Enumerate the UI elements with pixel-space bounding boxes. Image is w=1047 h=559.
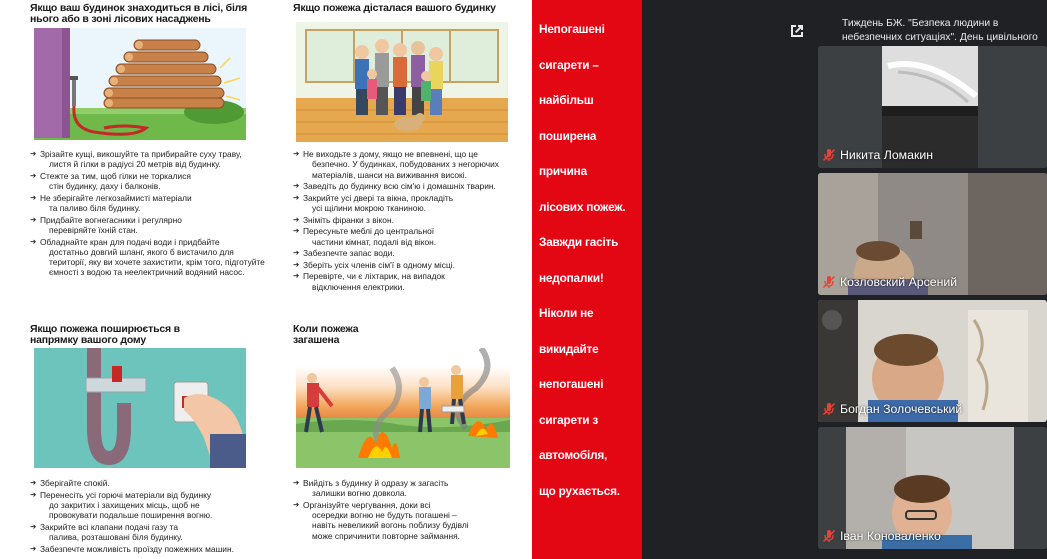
participant-tile[interactable] <box>818 300 1047 422</box>
participant-label <box>822 275 957 289</box>
section-fire-extinguished-list <box>293 478 528 542</box>
section-fire-reached-home-list <box>293 149 528 293</box>
list-item: ➔ Заведіть до будинку всю сім'ю і домашніх тварин. <box>293 181 528 191</box>
participant-name: Никита Ломакин <box>840 148 933 162</box>
participant-name: Козловский Арсений <box>840 275 958 289</box>
participant-name: Іван Коноваленко <box>840 529 941 543</box>
list-item: ➔ Пересуньте меблі до центральної частини кімнат, подалі від вікон. <box>293 226 528 247</box>
participant-label <box>822 402 962 416</box>
list-item: ➔ Забезпечте можливість проїзду пожежних машин. <box>30 544 280 554</box>
red-warning-panel <box>532 0 642 559</box>
list-item: ➔ Перевірте, чи є ліхтарик, на випадок відключення електрики. <box>293 271 528 292</box>
section-forest-house <box>30 3 270 25</box>
mic-off-icon <box>822 275 836 289</box>
list-item: ➔ Закрийте усі двері та вікна, прокладіть усі щілини мокрою тканиною. <box>293 193 528 214</box>
participant-label <box>822 148 933 162</box>
list-item: ➔ Зрізайте кущі, викошуйте та прибирайте суху траву, листя й гілки в радіусі 20 метрів від будинку. <box>30 149 280 170</box>
participant-label <box>822 529 941 543</box>
section-fire-spreading <box>30 324 260 346</box>
participant-tile[interactable] <box>818 173 1047 295</box>
list-item: ➔ Обладнайте кран для подачі води і придбайте достатньо довгий шланг, якого б вистачило для території, яку ви хочете захистити, крім того, підготуйте ємності з водою та неелектричний водяний насос. <box>30 237 280 278</box>
list-item: ➔ Зберігайте спокій. <box>30 478 280 488</box>
list-item: ➔ Забезпечте запас води. <box>293 248 528 258</box>
section-title: Коли пожежа загашена <box>293 323 359 346</box>
section-fire-spreading-list <box>30 478 280 555</box>
participant-tile[interactable] <box>818 46 1047 168</box>
participant-tile[interactable] <box>818 427 1047 549</box>
illustration-firewood-stack <box>34 28 246 140</box>
list-item: ➔ Зніміть фіранки з вікон. <box>293 215 528 225</box>
section-fire-reached-home <box>293 3 523 14</box>
meeting-title: Тиждень БЖ. "Безпека людини в небезпечних ситуаціях". День цивільного <box>842 18 1038 43</box>
mic-off-icon <box>822 402 836 416</box>
illustration-extinguishing-fire <box>296 348 510 468</box>
open-in-new-icon[interactable] <box>788 22 806 40</box>
section-forest-house-list <box>30 149 280 279</box>
mic-off-icon <box>822 148 836 162</box>
cigarette-warning-text: Непогашені сигарети – найбільш поширена причина лісових пожеж. Завжди гасіть недопалки! Ніколи не викидайте непогашені сигарети з автомобіля, що рухається. <box>539 22 626 498</box>
list-item: ➔ Зберіть усіх членів сім'ї в одному місці. <box>293 260 528 270</box>
section-title: Якщо пожежа поширюється в напрямку вашого дому <box>30 323 180 346</box>
list-item: ➔ Стежте за тим, щоб гілки не торкалися стін будинку, даху і балконів. <box>30 171 280 192</box>
participant-name: Богдан Золочевський <box>840 402 963 416</box>
list-item: ➔ Організуйте чергування, доки всі осередки вогню не будуть погашені – навіть невеликий вогонь поблизу будівлі може спричинити повторне займання. <box>293 500 528 541</box>
list-item: ➔ Вийдіть з будинку й одразу ж загасіть залишки вогню довкола. <box>293 478 528 499</box>
list-item: ➔ Не зберігайте легкозаймисті матеріали та паливо біля будинку. <box>30 193 280 214</box>
section-title: Якщо пожежа дісталася вашого будинку <box>293 2 496 14</box>
list-item: ➔ Не виходьте з дому, якщо не впевнені, що це безпечно. У будинках, побудованих з негорючих матеріалів, шанси на виживання високі. <box>293 149 528 180</box>
illustration-gas-valve <box>34 348 246 468</box>
list-item: ➔ Закрийте всі клапани подачі газу та палива, розташовані біля будинку. <box>30 522 280 543</box>
section-fire-extinguished <box>293 324 493 346</box>
list-item: ➔ Перенесіть усі горючі матеріали від будинку до закритих і захищених місць, щоб не провокувати подальше поширення вогню. <box>30 490 280 521</box>
section-title: Якщо ваш будинок знаходиться в лісі, біля нього або в зоні лісових насаджень <box>30 2 248 25</box>
illustration-family-at-home <box>296 22 508 142</box>
mic-off-icon <box>822 529 836 543</box>
list-item: ➔ Придбайте вогнегасники і регулярно перевіряйте їхній стан. <box>30 215 280 236</box>
